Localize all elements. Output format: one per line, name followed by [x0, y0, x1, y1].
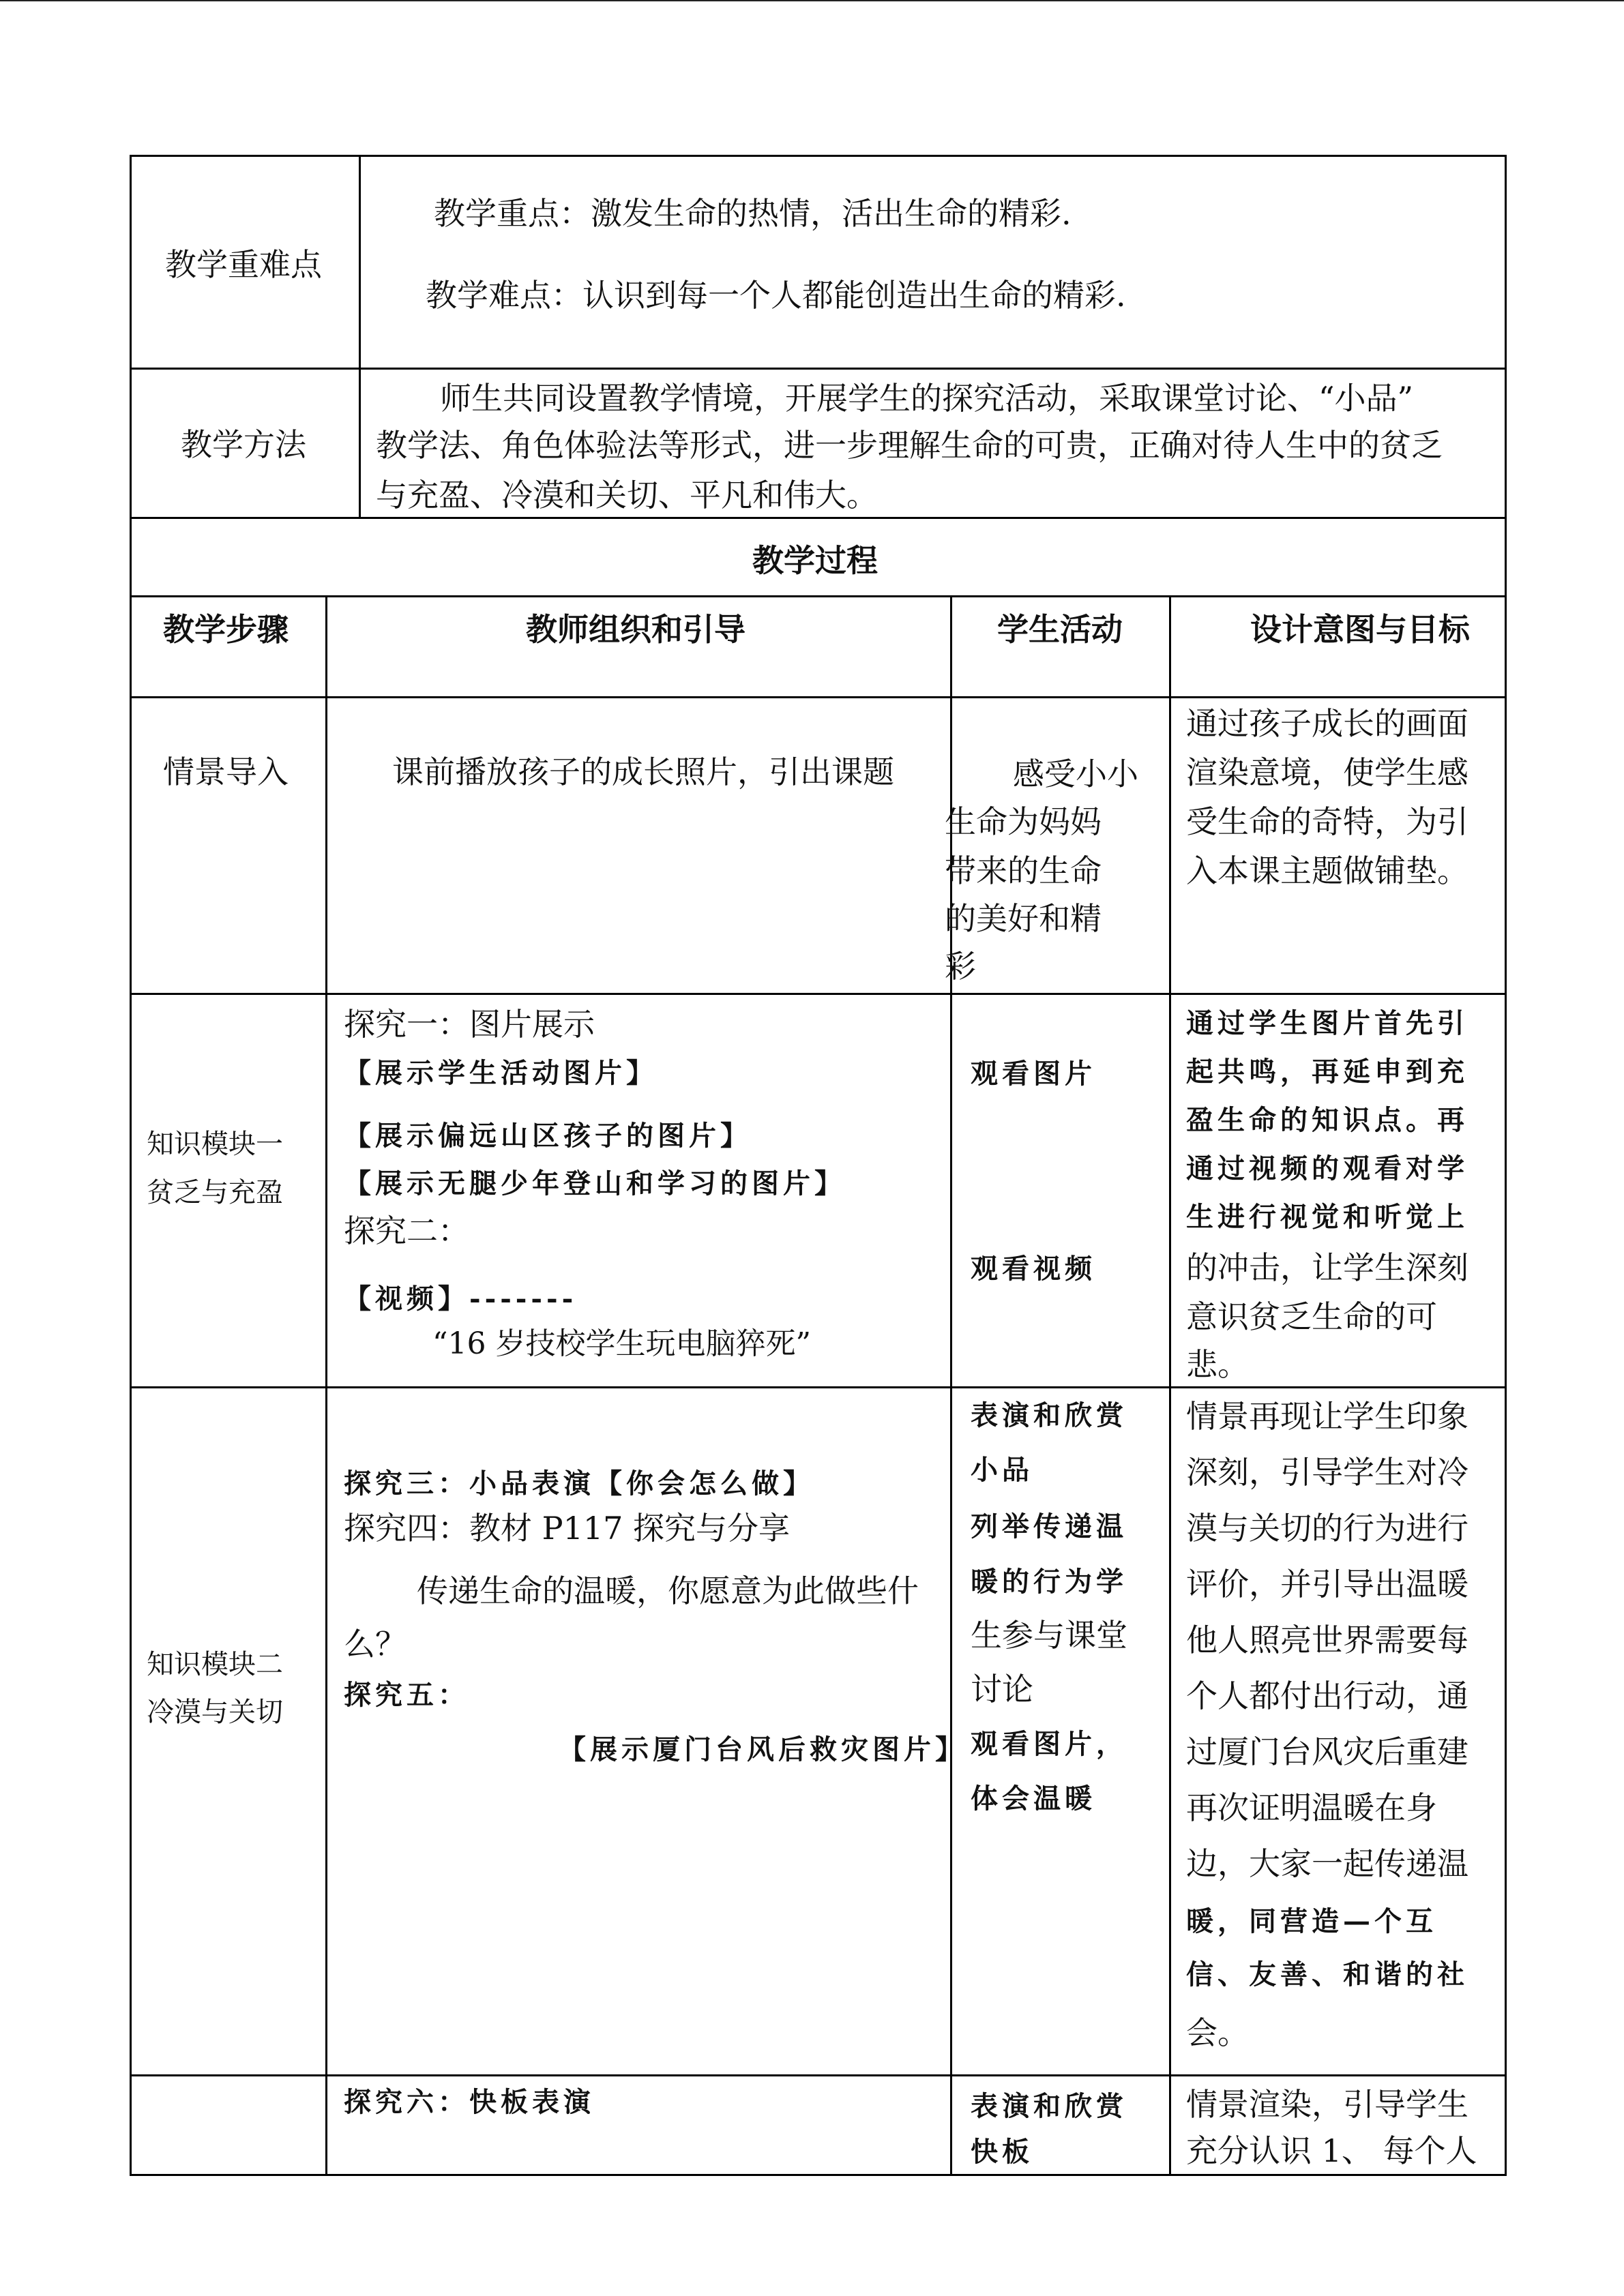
explore-5: 探究五： [344, 1679, 469, 1711]
intro-student-line: 带来的生命 [945, 852, 1102, 889]
header-intent: 设计意图与目标 [1250, 611, 1470, 648]
module2-intent-line: 他人照亮世界需要每 [1186, 1622, 1468, 1658]
module1-intent-line: 起共鸣，再延申到充 [1186, 1056, 1468, 1088]
module1-intent-line: 盈生命的知识点。再 [1186, 1104, 1468, 1136]
methods-label: 教学方法 [181, 426, 306, 463]
explore-2: 探究二： [344, 1212, 469, 1249]
header-student: 学生活动 [997, 611, 1123, 648]
show-legless-boy: 【展示无腿少年登山和学习的图片】 [344, 1167, 846, 1199]
module1-student-watch-pictures: 观看图片 [971, 1058, 1096, 1090]
teaching-difficulty: 教学难点：认识到每一个人都能创造出生命的精彩. [426, 277, 1126, 314]
module2-intent-line: 漠与关切的行为进行 [1186, 1510, 1468, 1547]
module1-step-line: 知识模块一 [147, 1129, 283, 1160]
show-mountain-children: 【展示偏远山区孩子的图片】 [344, 1120, 752, 1152]
process-header-row [132, 597, 1505, 696]
video-label [344, 1281, 577, 1313]
video-title: “16 岁技校学生玩电脑猝死” [432, 1326, 811, 1361]
methods-line-1: 师生共同设置教学情境，开展学生的探究活动，采取课堂讨论、“小品” [440, 380, 1414, 417]
process-title-row [132, 519, 1505, 595]
module2-intent-line: 评价，并引导出温暖 [1186, 1566, 1468, 1602]
methods-line-3: 与充盈、冷漠和关切、平凡和伟大。 [376, 477, 878, 513]
module2-student-line: 体会温暖 [971, 1783, 1096, 1815]
header-teacher: 教师组织和引导 [526, 611, 745, 648]
explore-4-text: 探究四：教材 P117 探究与分享 [344, 1510, 790, 1547]
partial-student-line: 表演和欣赏 [971, 2090, 1127, 2122]
module1-row [132, 995, 1505, 1386]
module2-student-line: 列举传递温 [971, 1510, 1127, 1542]
teaching-focus: 教学重点：激发生命的热情，活出生命的精彩. [434, 195, 1072, 232]
intro-student-line: 生命为妈妈 [945, 803, 1102, 840]
module2-intent-line: 暖，同营造—个互 [1186, 1905, 1437, 1937]
methods-row [132, 370, 1505, 517]
intro-intent-line: 渲染意境，使学生感 [1186, 754, 1468, 791]
intro-row [132, 698, 1505, 993]
module2-intent-line: 个人都付出行动，通 [1186, 1678, 1468, 1714]
module2-student-line: 表演和欣赏 [971, 1399, 1127, 1431]
module1-intent-line: 悲。 [1186, 1346, 1249, 1383]
intro-student-line: 的美好和精 [945, 900, 1102, 937]
question-line-2: 么？ [344, 1626, 407, 1663]
show-student-activities: 【展示学生活动图片】 [344, 1057, 658, 1089]
intro-intent-line: 受生命的奇特，为引 [1186, 803, 1468, 840]
key-points-row [132, 157, 1505, 368]
module2-intent-line: 情景再现让学生印象 [1186, 1398, 1468, 1435]
module2-intent-line: 边，大家一起传递温 [1186, 1845, 1468, 1882]
partial-student-line: 快板 [971, 2136, 1033, 2168]
partial-intent-line: 情景渲染，引导学生 [1186, 2086, 1468, 2123]
key-points-label: 教学重难点 [165, 246, 322, 283]
intro-student-line: 彩 [945, 948, 976, 985]
show-xiamen-rescue: 【展示厦门台风后救灾图片】 [559, 1733, 966, 1765]
module2-step-line: 冷漠与关切 [147, 1697, 283, 1728]
intro-intent-line: 通过孩子成长的画面 [1186, 705, 1468, 742]
module2-intent-line: 再次证明温暖在身 [1186, 1789, 1437, 1826]
module1-step-line: 贫乏与充盈 [147, 1177, 283, 1208]
explore-1: 探究一：图片展示 [344, 1006, 595, 1043]
methods-line-2: 教学法、角色体验法等形式，进一步理解生命的可贵，正确对待人生中的贫乏 [376, 427, 1443, 464]
explore-4 [344, 1510, 790, 1547]
module2-student-line: 暖的行为学 [971, 1566, 1127, 1598]
module2-student-line: 讨论 [971, 1671, 1033, 1708]
partial-intent-line: 充分认识 1、 每个人 [1186, 2132, 1477, 2169]
module1-student-watch-video: 观看视频 [971, 1253, 1096, 1285]
explore-3: 探究三：小品表演【你会怎么做】 [344, 1467, 814, 1500]
video-bracket: 【视频】------- [344, 1283, 578, 1315]
module1-intent-line: 通过视频的观看对学 [1186, 1152, 1468, 1184]
module2-intent-line: 会。 [1186, 2014, 1249, 2051]
module1-intent-line: 通过学生图片首先引 [1186, 1007, 1468, 1039]
module2-intent-line: 信、友善、和谐的社 [1186, 1958, 1468, 1991]
module2-step-line: 知识模块二 [147, 1649, 283, 1680]
partial-row [132, 2076, 1505, 2174]
module1-intent-line: 的冲击，让学生深刻 [1186, 1249, 1468, 1286]
module2-student-line: 生参与课堂 [971, 1617, 1127, 1654]
module2-student-line: 小品 [971, 1454, 1033, 1486]
header-step: 教学步骤 [163, 611, 289, 648]
module2-intent-line: 过厦门台风灾后重建 [1186, 1733, 1468, 1770]
intro-teacher: 课前播放孩子的成长照片，引出课题 [392, 754, 894, 790]
module1-intent-line: 生进行视觉和听觉上 [1186, 1201, 1468, 1233]
explore-6: 探究六：快板表演 [344, 2086, 595, 2118]
module2-student-line: 观看图片， [971, 1728, 1127, 1760]
module1-intent-line: 意识贫乏生命的可 [1186, 1298, 1437, 1335]
intro-intent-line: 入本课主题做铺垫。 [1186, 852, 1468, 889]
intro-student-line: 感受小小 [1013, 756, 1138, 792]
question-line-1: 传递生命的温暖，你愿意为此做些什 [417, 1572, 919, 1609]
module2-intent-line: 深刻，引导学生对冷 [1186, 1454, 1468, 1491]
intro-step: 情景导入 [163, 754, 289, 790]
module2-row [132, 1388, 1505, 2074]
process-title: 教学过程 [752, 542, 878, 579]
page-top-edge [0, 0, 1624, 1]
